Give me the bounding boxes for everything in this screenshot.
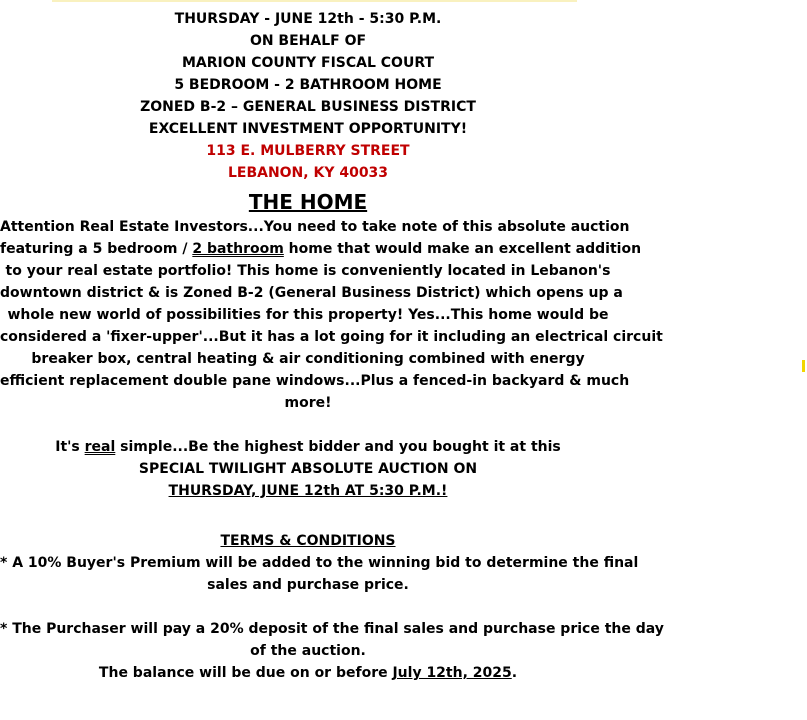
street-address: 113 E. MULBERRY STREET [206, 143, 410, 159]
deposit-line-2: of the auction. [250, 643, 366, 659]
home-desc-line-2-end: home that would make an excellent addition [283, 241, 642, 257]
balance-line [0, 662, 616, 684]
balance-line-end: . [511, 665, 518, 681]
home-desc-line-5: whole new world of possibilities for this property! Yes...This home would be [7, 307, 609, 323]
twilight-auction-line: SPECIAL TWILIGHT ABSOLUTE AUCTION ON [138, 461, 478, 477]
highlight-remnant [52, 0, 577, 2]
home-desc-line-7: breaker box, central heating & air conditioning combined with energy [31, 351, 585, 367]
spacer [0, 596, 616, 618]
home-summary-line: 5 BEDROOM - 2 BATHROOM HOME [174, 77, 442, 93]
deposit-line-1: * The Purchaser will pay a 20% deposit of the final sales and purchase price the day [0, 621, 664, 637]
opportunity-line: EXCELLENT INVESTMENT OPPORTUNITY! [148, 121, 468, 137]
fiscal-court-line: MARION COUNTY FISCAL COURT [181, 55, 435, 71]
cut-off-top-line [0, 0, 616, 8]
home-desc-line-2 [0, 238, 642, 260]
zoning-line: ZONED B-2 – GENERAL BUSINESS DISTRICT [140, 99, 476, 115]
real-word: real [84, 439, 116, 455]
on-behalf-line: ON BEHALF OF [249, 33, 367, 49]
home-desc-line-8: efficient replacement double pane windows...Plus a fenced-in backyard & much [0, 373, 630, 389]
premium-line-1: * A 10% Buyer's Premium will be added to the winning bid to determine the final [0, 555, 639, 571]
simple-line-end: simple...Be the highest bidder and you bought it at this [115, 439, 561, 455]
simple-line-start: It's [55, 439, 85, 455]
terms-heading: TERMS & CONDITIONS [220, 533, 396, 549]
the-home-heading: THE HOME [248, 190, 368, 214]
balance-date: July 12th, 2025 [392, 665, 512, 681]
balance-line-start: The balance will be due on or before [98, 665, 393, 681]
home-desc-line-3: to your real estate portfolio! This home is conveniently located in Lebanon's [5, 263, 611, 279]
spacer [0, 414, 616, 436]
premium-line-2: sales and purchase price. [207, 577, 409, 593]
home-desc-line-4: downtown district & is Zoned B-2 (General Business District) which opens up a [0, 285, 623, 301]
city-address: LEBANON, KY 40033 [227, 165, 389, 181]
auction-date-line: THURSDAY - JUNE 12th - 5:30 P.M. [174, 11, 442, 27]
home-desc-line-6: considered a 'fixer-upper'...But it has a lot going for it including an electrical circuit [0, 329, 663, 345]
home-desc-line-9: more! [284, 395, 332, 411]
two-bathroom-text: 2 bathroom [192, 241, 284, 257]
spacer [0, 502, 616, 524]
auction-time-line: THURSDAY, JUNE 12th AT 5:30 P.M.! [168, 483, 448, 499]
home-desc-line-1: Attention Real Estate Investors...You need to take note of this absolute auction [0, 219, 630, 235]
home-desc-line-2-start: featuring a 5 bedroom / [0, 241, 193, 257]
simple-line [0, 436, 616, 458]
highlight-marker [802, 360, 805, 372]
